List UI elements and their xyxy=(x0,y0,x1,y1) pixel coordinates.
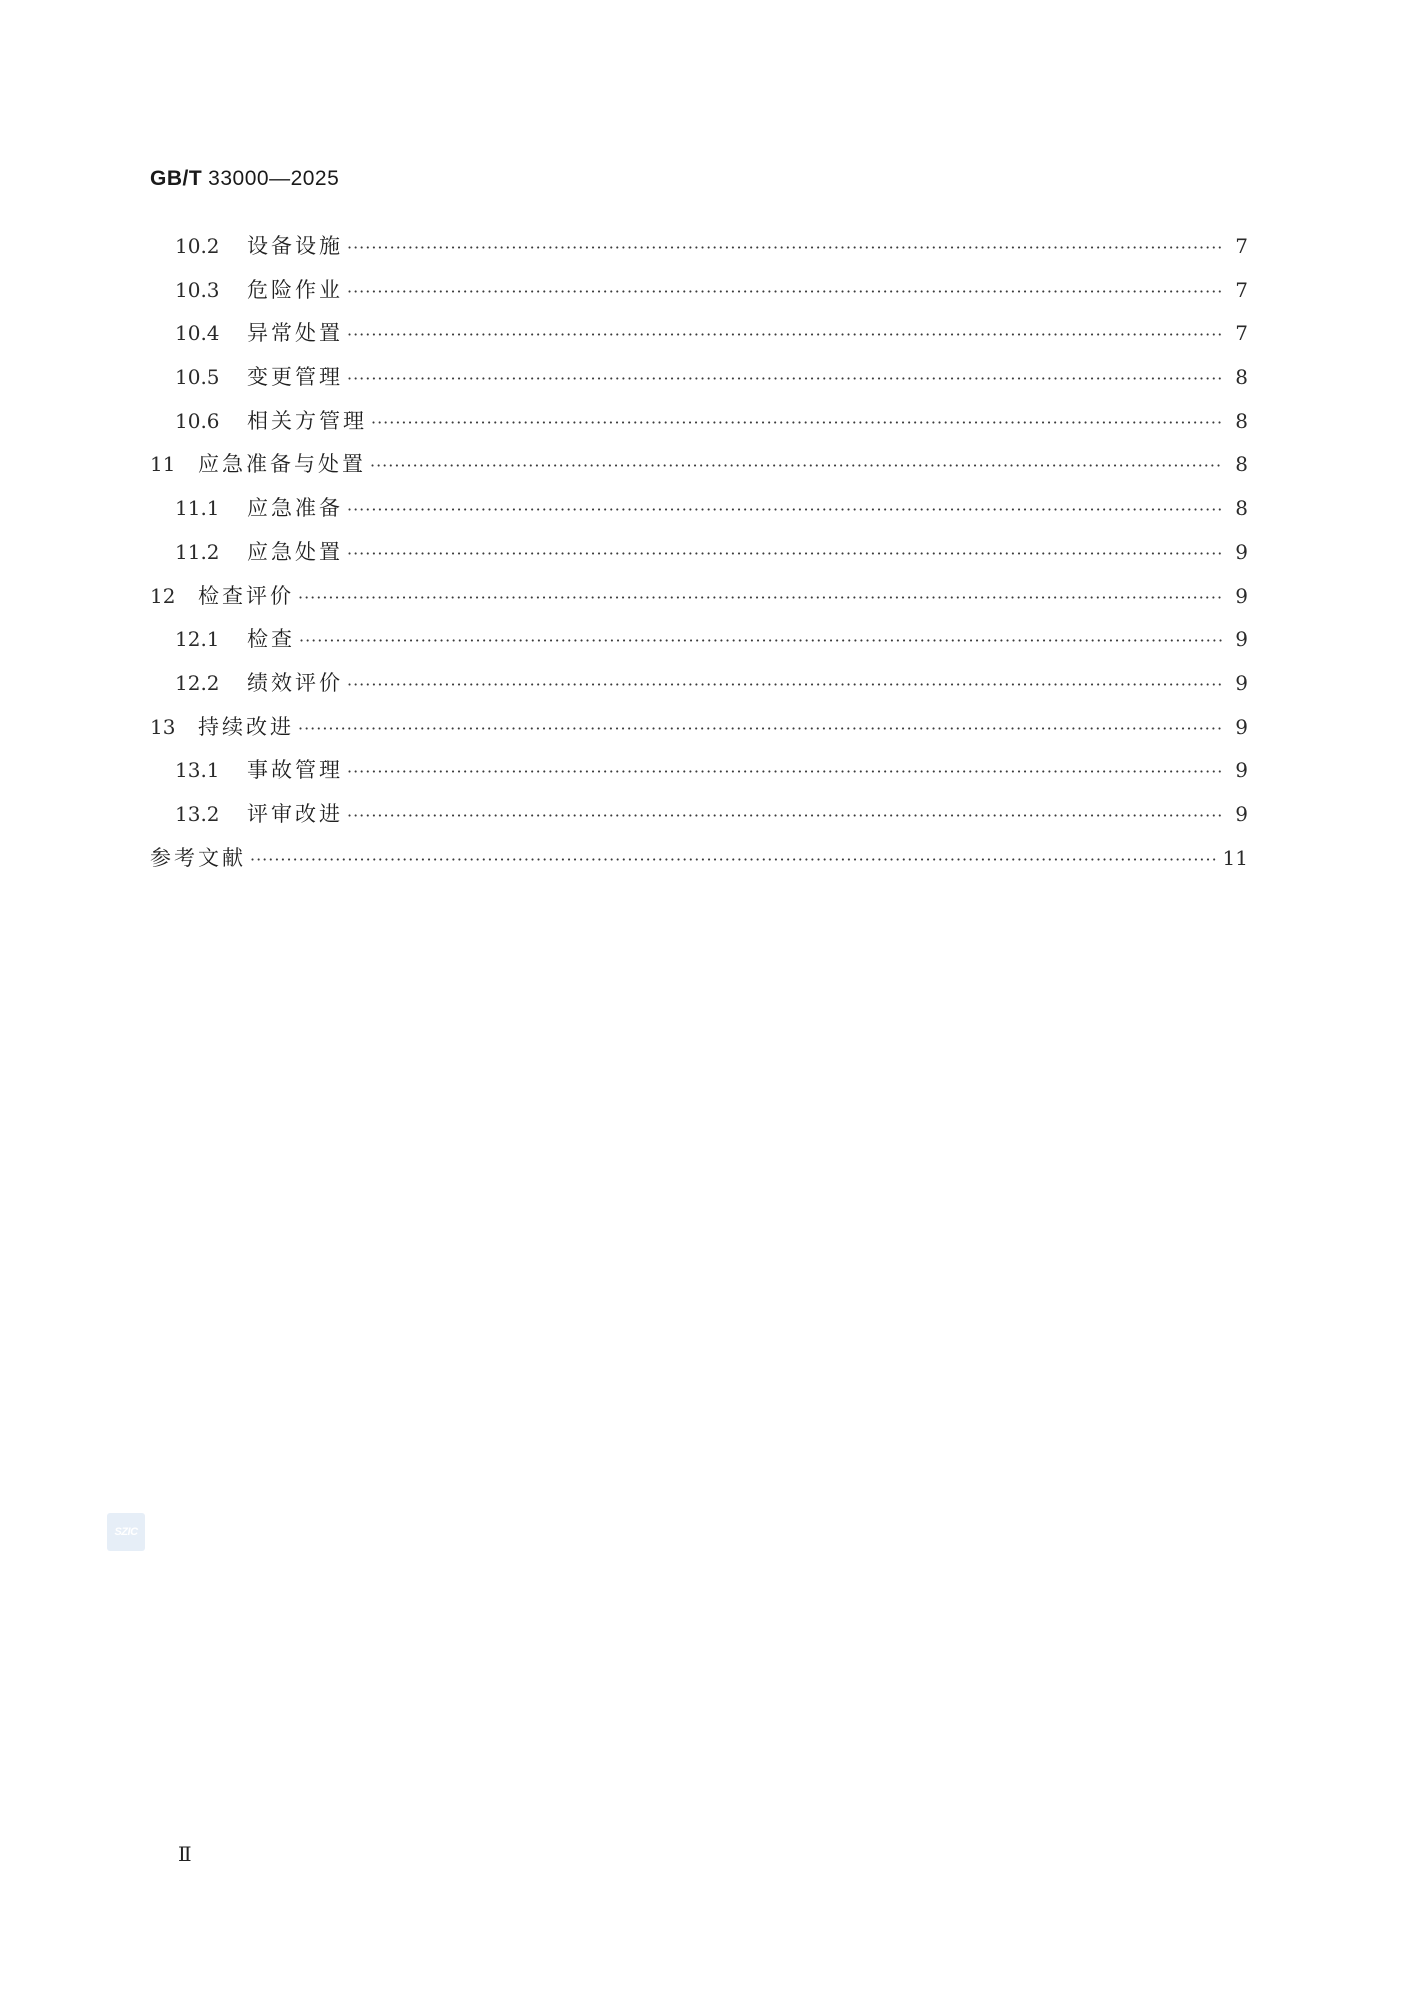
toc-entry-number: 10.2 xyxy=(175,234,220,258)
toc-entry[interactable] xyxy=(150,711,1248,755)
toc-entry[interactable] xyxy=(150,667,1248,711)
toc-dot-leader xyxy=(347,282,1222,301)
toc-entry-number: 13 xyxy=(150,714,176,739)
toc-entry-number: 12.2 xyxy=(175,670,220,695)
toc-dot-leader xyxy=(347,544,1222,563)
toc-entry-number: 13.2 xyxy=(175,801,220,826)
toc-entry[interactable] xyxy=(150,230,1248,274)
toc-entry-page: 8 xyxy=(1235,496,1248,521)
toc-entry-title: 相关方管理 xyxy=(247,408,367,433)
toc-entry-title: 检查 xyxy=(247,627,295,652)
toc-entry[interactable] xyxy=(150,623,1248,667)
toc-entry[interactable] xyxy=(150,274,1248,318)
toc-entry-page: 11 xyxy=(1222,845,1248,870)
toc-dot-leader xyxy=(347,238,1222,257)
page-number: Ⅱ xyxy=(178,1842,192,1866)
watermark-logo-text: SZIC xyxy=(114,1526,138,1538)
toc-entry-page: 8 xyxy=(1235,408,1248,433)
toc-entry-number: 11 xyxy=(150,452,176,477)
toc-entry[interactable] xyxy=(150,536,1248,580)
toc-entry-page: 8 xyxy=(1235,365,1248,390)
toc-entry-page: 8 xyxy=(1235,452,1248,477)
table-of-contents xyxy=(150,230,1248,885)
toc-dot-leader xyxy=(347,675,1222,694)
toc-entry-number: 10.4 xyxy=(175,321,220,346)
toc-entry-page: 7 xyxy=(1235,277,1248,302)
toc-entry-page: 9 xyxy=(1235,583,1248,608)
toc-entry[interactable] xyxy=(150,317,1248,361)
toc-entry-title: 危险作业 xyxy=(247,277,343,302)
toc-entry[interactable] xyxy=(150,754,1248,798)
standard-code-number: 33000—2025 xyxy=(208,167,340,190)
toc-entry-page: 9 xyxy=(1235,758,1248,783)
toc-entry-title: 应急处置 xyxy=(247,539,343,564)
toc-entry-title: 评审改进 xyxy=(247,801,343,826)
toc-entry-title: 变更管理 xyxy=(247,365,343,390)
toc-entry[interactable] xyxy=(150,361,1248,405)
toc-entry-page: 9 xyxy=(1235,714,1248,739)
toc-entry-title: 绩效评价 xyxy=(247,670,343,695)
toc-entry-number: 12.1 xyxy=(175,627,220,652)
toc-entry-number: 10.3 xyxy=(175,277,220,302)
toc-entry-title: 事故管理 xyxy=(247,758,343,783)
toc-entry-page: 9 xyxy=(1235,627,1248,652)
toc-dot-leader xyxy=(347,500,1222,519)
toc-dot-leader xyxy=(347,325,1222,344)
toc-entry-title: 参考文献 xyxy=(150,845,246,870)
toc-dot-leader xyxy=(370,456,1222,475)
toc-dot-leader xyxy=(371,413,1222,432)
toc-entry-number: 12 xyxy=(150,583,176,608)
toc-entry[interactable] xyxy=(150,842,1248,886)
toc-entry-title: 持续改进 xyxy=(198,714,294,739)
toc-entry-title: 应急准备 xyxy=(247,496,343,521)
toc-entry-number: 10.5 xyxy=(175,365,220,390)
toc-entry[interactable] xyxy=(150,492,1248,536)
watermark-logo xyxy=(107,1513,145,1551)
toc-entry-title: 应急准备与处置 xyxy=(198,452,366,477)
toc-entry-page: 9 xyxy=(1235,539,1248,564)
toc-entry-number: 11.1 xyxy=(175,496,220,521)
toc-entry-page: 9 xyxy=(1235,670,1248,695)
toc-entry-page: 9 xyxy=(1235,801,1248,826)
standard-code-prefix: GB/T xyxy=(150,167,203,190)
toc-entry[interactable] xyxy=(150,405,1248,449)
standard-code xyxy=(150,167,339,191)
toc-entry-page: 7 xyxy=(1235,321,1248,346)
toc-entry-number: 13.1 xyxy=(175,758,220,783)
toc-entry-number: 11.2 xyxy=(175,539,220,564)
toc-dot-leader xyxy=(347,762,1222,781)
toc-dot-leader xyxy=(347,806,1222,825)
toc-entry[interactable] xyxy=(150,798,1248,842)
toc-dot-leader xyxy=(299,631,1222,650)
toc-dot-leader xyxy=(250,850,1217,869)
toc-entry-page: 7 xyxy=(1235,234,1248,258)
toc-dot-leader xyxy=(298,588,1222,607)
toc-entry-title: 异常处置 xyxy=(247,321,343,346)
toc-entry[interactable] xyxy=(150,448,1248,492)
toc-dot-leader xyxy=(298,719,1222,738)
toc-dot-leader xyxy=(347,369,1222,388)
toc-entry-title: 设备设施 xyxy=(247,234,343,258)
toc-entry-title: 检查评价 xyxy=(198,583,294,608)
toc-entry[interactable] xyxy=(150,580,1248,624)
toc-entry-number: 10.6 xyxy=(175,408,220,433)
